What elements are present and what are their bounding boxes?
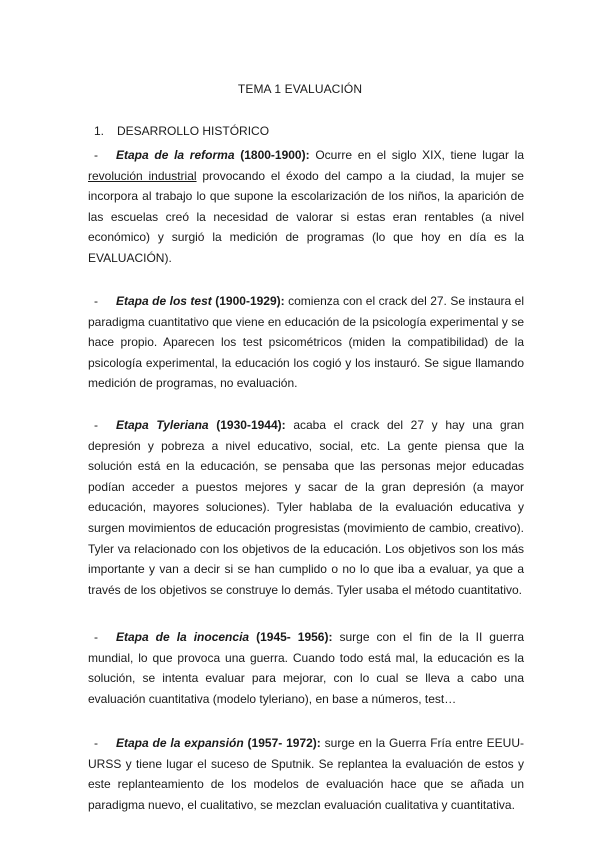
bullet-dash: - [94, 630, 98, 644]
section-label: DESARROLLO HISTÓRICO [117, 124, 270, 138]
stage-name: Etapa de la inocencia [116, 630, 250, 644]
paragraph-etapa-test [88, 291, 524, 394]
paragraph-text: acaba el crack del 27 y hay una gran depresión y pobreza a nivel educativo, social, etc. La gente piensa que la solución está en la educación, se pensaba que las personas mejor educadas podían acceder a puestos mejores y sacar de la gran depresión (a mayor educación, mayores soluciones). Tyler hablaba de la evaluación educativa y surgen movimientos de educación progresistas (movimiento de cambio, creativo). Tyler va relacionado con los objetivos de la educación. Los objetivos son los más importante y van a decir si se han cumplido o no lo que iba a evaluar, ya que a través de los objetivos se construye lo demás. Tyler usaba el método cuantitativo. [88, 418, 525, 597]
section-number: 1. [94, 124, 105, 138]
stage-years: (1800-1900): [240, 148, 310, 162]
paragraph-text: Ocurre en el siglo XIX, tiene lugar la [315, 148, 525, 162]
bullet-dash: - [94, 418, 98, 432]
stage-years: (1930-1944): [216, 418, 286, 432]
stage-name: Etapa de los test [116, 294, 212, 308]
bullet-dash: - [94, 736, 98, 750]
paragraph-text: provocando el éxodo del campo a la ciudad, la mujer se incorpora al trabajo lo que supone la escolarización de los niños, la aparición de las escuelas creó la necesidad de valorar si estas eran rentables (a nivel económico) y surgió la medición de programas (lo que hoy en día es la EVALUACIÓN). [88, 168, 524, 265]
paragraph-etapa-inocencia [88, 627, 524, 709]
section-heading [94, 124, 269, 138]
paragraph-text: surge en la Guerra Fría entre EEUU-URSS y tiene lugar el suceso de Sputnik. Se replantea la evaluación de estos y este replanteamiento de los modelos de evaluación hace que se añada un paradigma nuevo, el cualitativo, se mezclan evaluación cualitativa y cuantitativa. [88, 736, 524, 812]
paragraph-text: comienza con el crack del 27. Se instaura el paradigma cuantitativo que viene en educación de la psicología experimental y se hace propio. Aparecen los test psicométricos (miden la compatibilidad) de la psicología experimental, la educación los cogió y los instauró. Se sigue llamando medición de programas, no evaluación. [88, 294, 525, 391]
stage-years: (1900-1929): [215, 294, 285, 308]
stage-name: Etapa de la expansión [116, 736, 244, 750]
stage-years: (1945- 1956): [256, 630, 333, 644]
stage-years: (1957- 1972): [247, 736, 321, 750]
paragraph-text: surge con el fin de la II guerra mundial, lo que provoca una guerra. Cuando todo está mal, la educación es la solución, se intenta evaluar para mejorar, con lo cual se lleva a cabo una evaluación cuantitativa (modelo tyleriano), en base a números, test… [88, 630, 524, 706]
paragraph-etapa-expansion [88, 733, 524, 815]
bullet-dash: - [94, 294, 98, 308]
stage-name: Etapa de la reforma [116, 148, 235, 162]
document-title: TEMA 1 EVALUACIÓN [237, 82, 363, 96]
bullet-dash: - [94, 148, 98, 162]
underlined-term: revolución industrial [88, 168, 197, 183]
stage-name: Etapa Tyleriana [116, 418, 209, 432]
paragraph-etapa-reforma [88, 145, 524, 269]
paragraph-etapa-tyleriana [88, 415, 524, 600]
